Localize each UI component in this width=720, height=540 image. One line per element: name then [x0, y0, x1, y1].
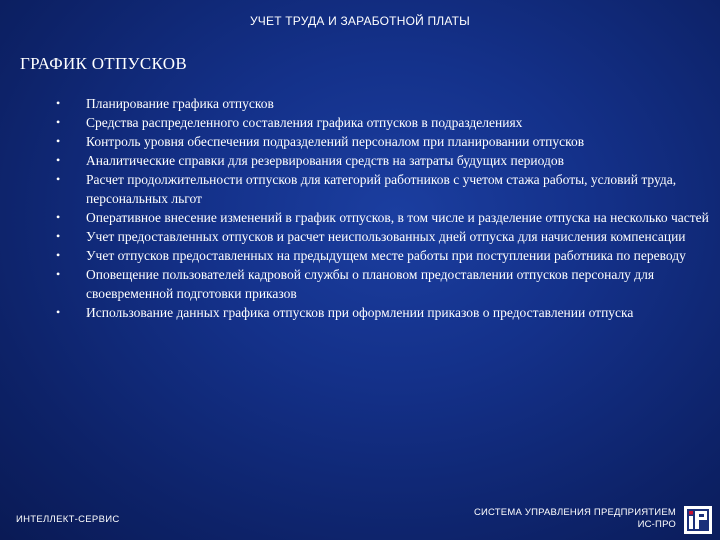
bullet-icon: • — [56, 172, 61, 186]
list-item — [54, 94, 714, 113]
list-item — [54, 132, 714, 151]
bullet-icon: • — [56, 229, 61, 243]
list-item — [54, 303, 714, 322]
bullet-icon: • — [56, 96, 61, 110]
logo-bar-left — [689, 516, 693, 529]
list-item-text: Планирование графика отпусков — [86, 96, 274, 111]
list-item-text: Контроль уровня обеспечения подразделений персоналом при планировании отпусков — [86, 134, 585, 149]
bullet-icon: • — [56, 153, 61, 167]
list-item — [54, 208, 714, 227]
footer-company: ИНТЕЛЛЕКТ-СЕРВИС — [16, 514, 120, 525]
bullet-icon: • — [56, 210, 61, 224]
header-title: УЧЕТ ТРУДА И ЗАРАБОТНОЙ ПЛАТЫ — [249, 14, 470, 28]
bullet-icon: • — [56, 248, 61, 262]
footer-product-line2: ИС-ПРО — [637, 519, 676, 530]
list-item-text: Оповещение пользователей кадровой службы о плановом предоставлении отпусков персоналу для своевременной подготовки приказов — [86, 267, 655, 301]
list-item — [54, 265, 714, 303]
bullet-list — [54, 94, 714, 322]
bullet-icon: • — [56, 267, 61, 281]
list-item — [54, 227, 714, 246]
logo-dot — [689, 511, 693, 515]
list-item — [54, 246, 714, 265]
list-item-text: Учет предоставленных отпусков и расчет неиспользованных дней отпуска для начисления компенсации — [86, 229, 686, 244]
list-item-text: Оперативное внесение изменений в график отпусков, в том числе и разделение отпуска на несколько частей — [86, 210, 709, 225]
list-item-text: Учет отпусков предоставленных на предыдущем месте работы при поступлении работника по переводу — [86, 248, 686, 263]
footer-product-line1: СИСТЕМА УПРАВЛЕНИЯ ПРЕДПРИЯТИЕМ — [473, 507, 676, 518]
list-item-text: Аналитические справки для резервирования средств на затраты будущих периодов — [86, 153, 565, 168]
bullet-icon: • — [56, 305, 61, 319]
bullet-icon: • — [56, 115, 61, 129]
is-pro-logo-icon — [684, 506, 712, 534]
logo-cutout — [699, 514, 704, 517]
list-item — [54, 170, 714, 208]
slide-title: ГРАФИК ОТПУСКОВ — [20, 54, 187, 73]
list-item-text: Расчет продолжительности отпусков для категорий работников с учетом стажа работы, условий труда, персональных льгот — [86, 172, 677, 206]
list-item — [54, 151, 714, 170]
bullet-icon: • — [56, 134, 61, 148]
list-item-text: Средства распределенного составления графика отпусков в подразделениях — [86, 115, 523, 130]
footer-product — [474, 507, 676, 531]
list-item-text: Использование данных графика отпусков при оформлении приказов о предоставлении отпуска — [86, 305, 634, 320]
list-item — [54, 113, 714, 132]
